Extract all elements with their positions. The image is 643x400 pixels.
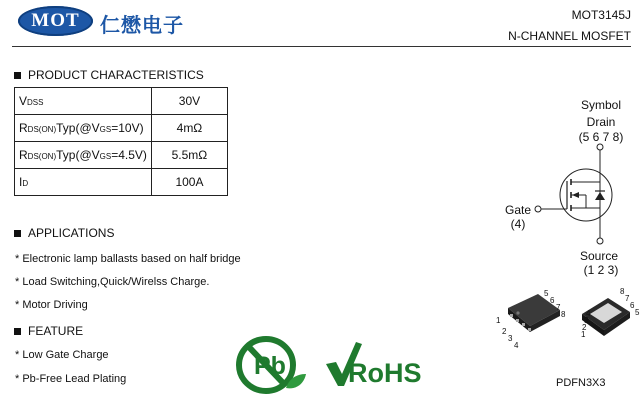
gate-pins: (4) — [510, 217, 526, 231]
pin-label: 8 — [620, 287, 625, 296]
square-bullet-icon — [14, 72, 21, 79]
square-bullet-icon — [14, 328, 21, 335]
company-name-cn: 仁懋电子 — [100, 13, 184, 37]
param-cell: RDS(ON)Typ(@VGS=10V) — [15, 115, 152, 142]
param-cell: VDSS — [15, 88, 152, 115]
source-label: Source — [579, 249, 619, 263]
pin-label: 7 — [625, 294, 630, 303]
pin-label: 6 — [550, 296, 555, 305]
table-row — [15, 88, 228, 115]
section-product-characteristics — [14, 68, 204, 82]
symbol-title: Symbol — [580, 98, 621, 112]
characteristics-table — [14, 87, 228, 196]
section-heading: FEATURE — [28, 324, 84, 338]
pin-label: 5 — [635, 308, 640, 317]
package-name: PDFN3X3 — [556, 377, 606, 389]
rohs-text: RoHS — [348, 358, 422, 388]
pin-label: 4 — [514, 341, 519, 350]
source-pins: (1 2 3) — [583, 263, 619, 277]
part-number: MOT3145J — [571, 8, 631, 22]
device-subtitle: N-CHANNEL MOSFET — [508, 29, 631, 43]
pb-free-badge — [234, 334, 308, 394]
value-cell: 5.5mΩ — [151, 142, 227, 169]
section-feature — [14, 324, 83, 338]
list-item: * Motor Driving — [15, 299, 88, 311]
pin-label: 2 — [582, 323, 587, 332]
table-row — [15, 142, 228, 169]
value-cell: 100A — [151, 169, 227, 196]
pin-label: 7 — [556, 303, 561, 312]
drain-pins: (5 6 7 8) — [578, 130, 624, 144]
pin-label: 1 — [496, 316, 501, 325]
list-item: * Low Gate Charge — [15, 349, 109, 361]
drain-label: Drain — [586, 115, 616, 129]
section-applications — [14, 226, 114, 240]
table-row — [15, 115, 228, 142]
square-bullet-icon — [14, 230, 21, 237]
pin-label: 4 — [586, 309, 591, 318]
pin-label: 2 — [502, 327, 507, 336]
pin-label: 3 — [508, 334, 513, 343]
gate-label: Gate — [504, 203, 531, 217]
company-logo — [18, 6, 93, 36]
table-row — [15, 169, 228, 196]
param-cell: ID — [15, 169, 152, 196]
pin-label: 3 — [584, 316, 589, 325]
list-item: * Electronic lamp ballasts based on half bridge — [15, 253, 241, 265]
mosfet-symbol-icon — [530, 143, 620, 248]
param-cell: RDS(ON)Typ(@VGS=4.5V) — [15, 142, 152, 169]
section-heading: PRODUCT CHARACTERISTICS — [28, 68, 204, 82]
pb-text: Pb — [254, 352, 286, 380]
rohs-badge — [322, 338, 432, 390]
section-heading: APPLICATIONS — [28, 226, 115, 240]
pin-label: 1 — [581, 330, 586, 339]
value-cell: 4mΩ — [151, 115, 227, 142]
pin-label: 6 — [630, 301, 635, 310]
list-item: * Load Switching,Quick/Wirelss Charge. — [15, 276, 210, 288]
logo-text: MOT — [31, 10, 80, 31]
value-cell: 30V — [151, 88, 227, 115]
list-item: * Pb-Free Lead Plating — [15, 373, 127, 385]
header-divider — [12, 46, 631, 47]
pin-label: 5 — [544, 289, 549, 298]
pin-label: 8 — [561, 310, 566, 319]
